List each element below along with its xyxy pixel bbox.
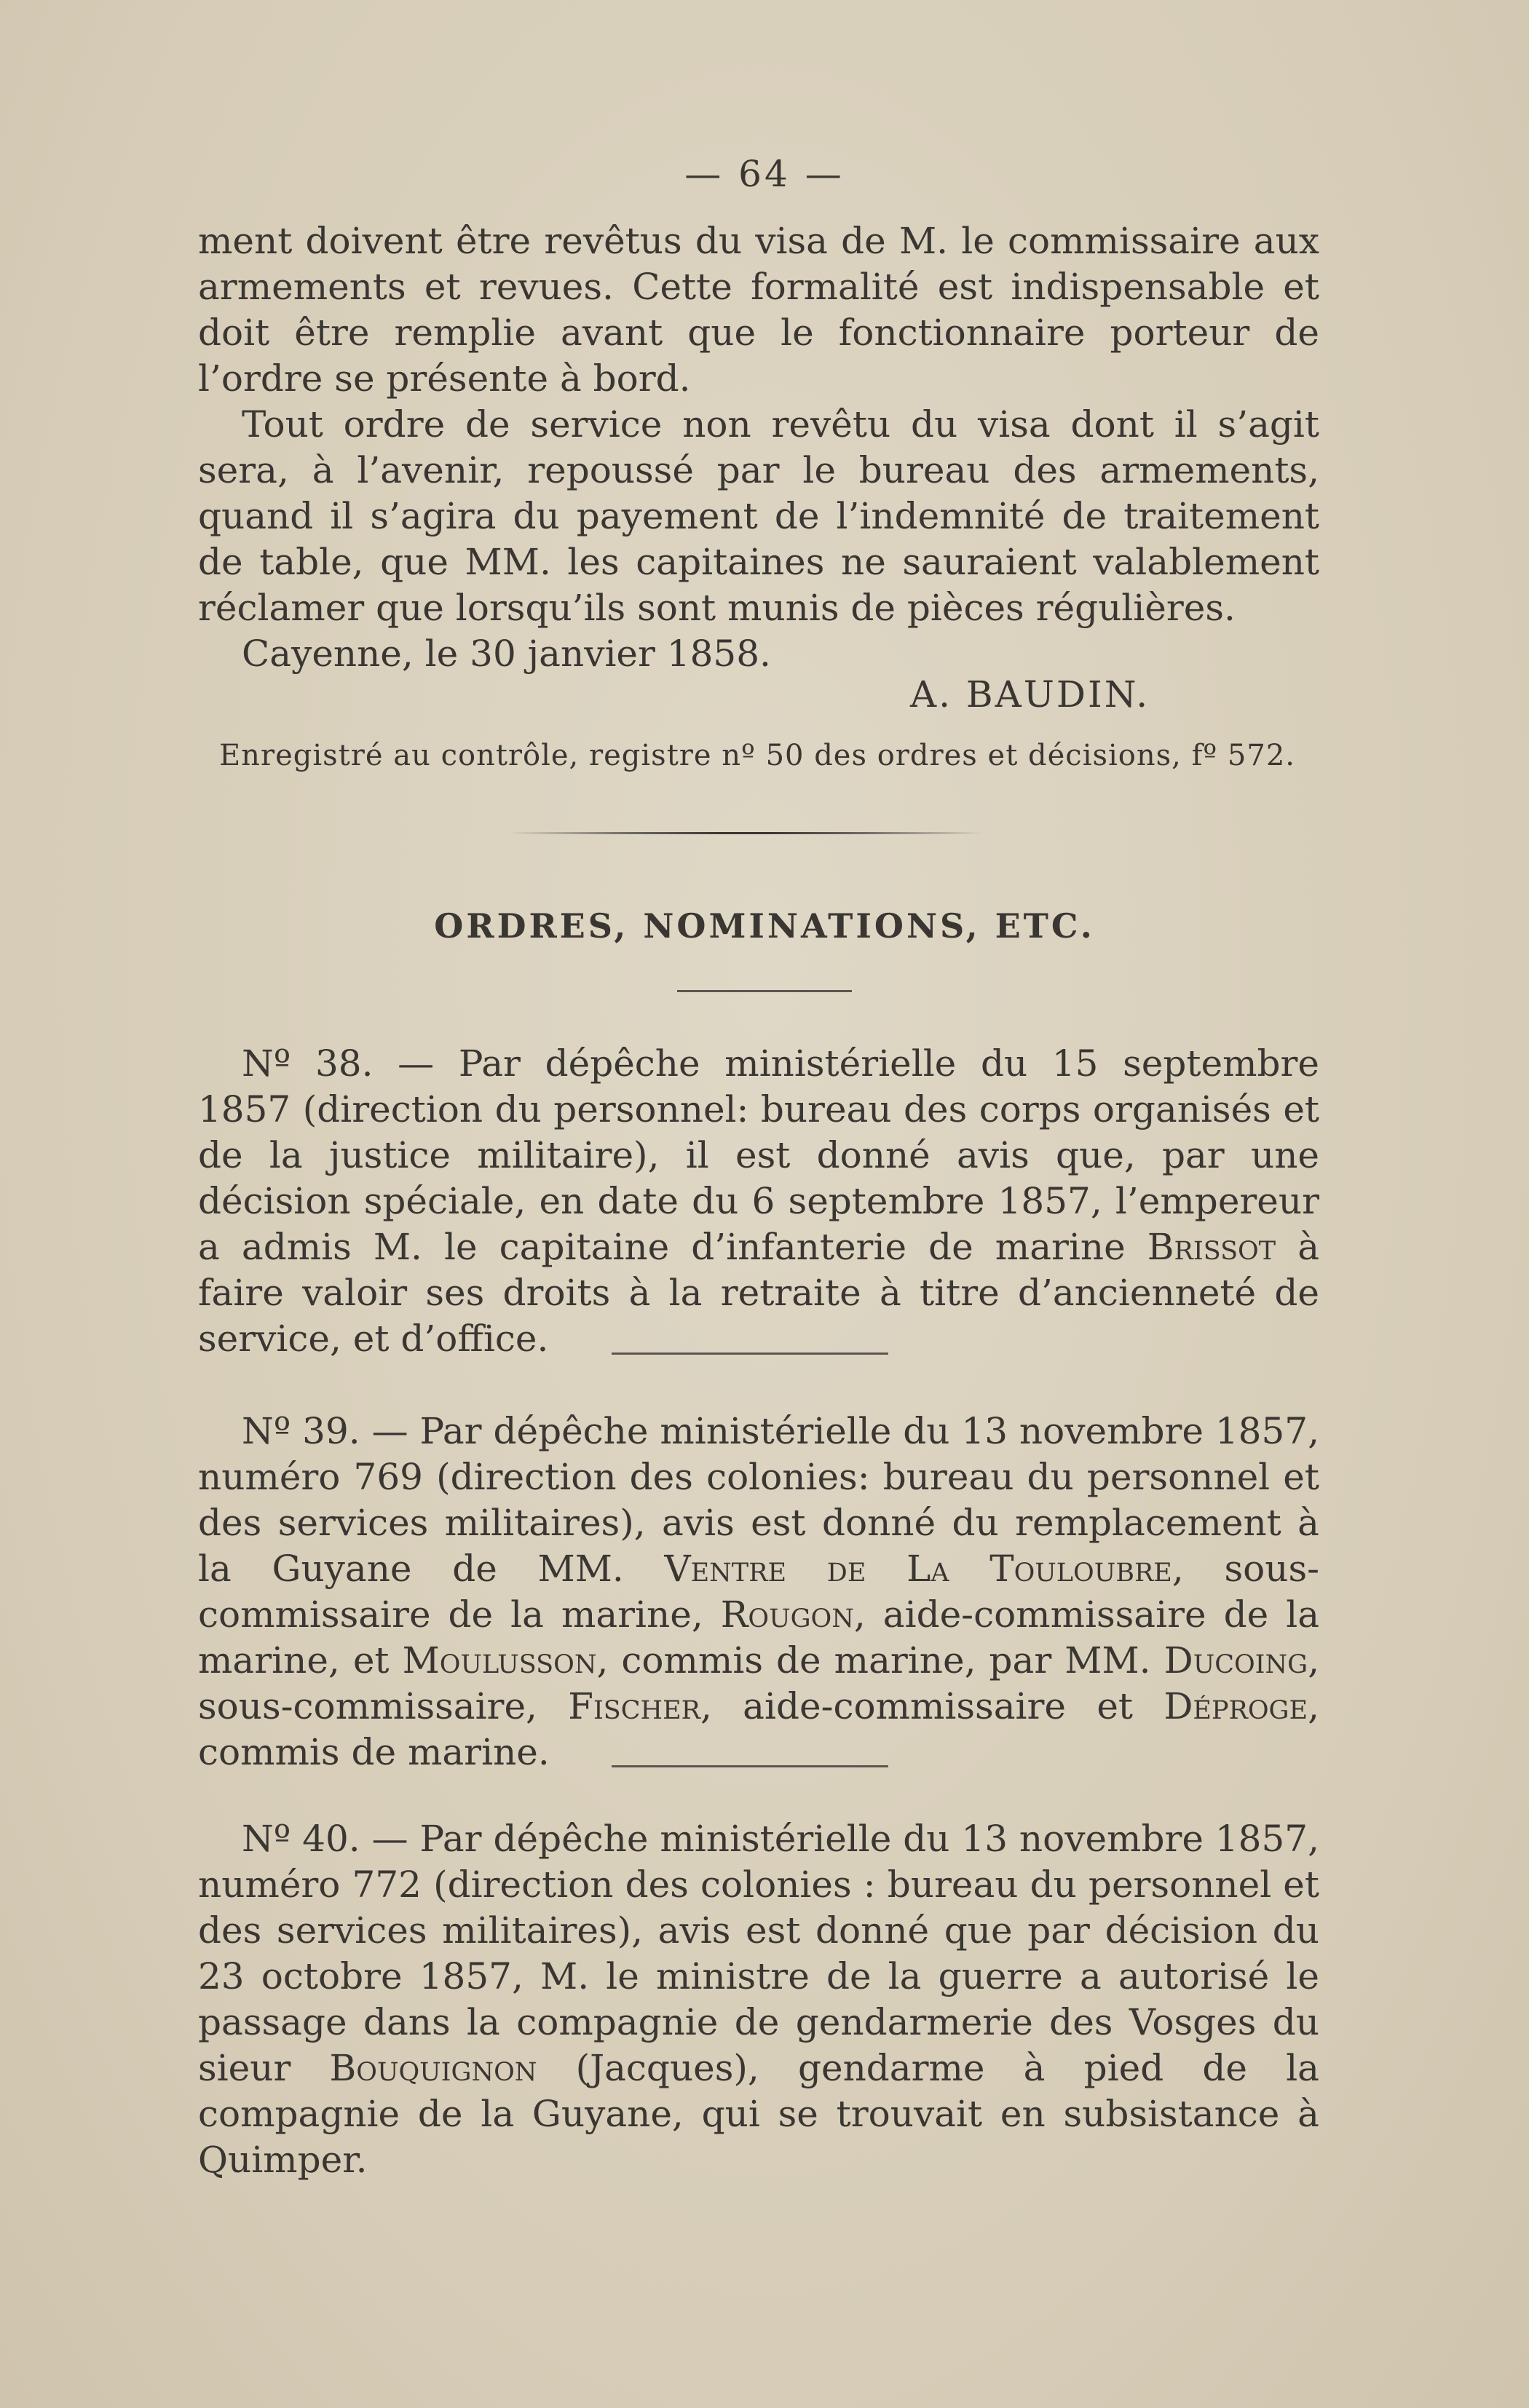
registration-note: Enregistré au contrôle, registre nº 50 des ordres et décisions, fº 572. <box>218 739 1295 772</box>
page-number: — 64 — <box>684 153 845 195</box>
person-name: Rougon <box>720 1593 854 1636</box>
entry-40 <box>198 1816 1319 2183</box>
person-name: Ducoing <box>1163 1639 1308 1682</box>
entry-39 <box>198 1409 1319 1775</box>
person-name: Déproge <box>1163 1685 1308 1727</box>
entry-38-text: Nº 38. — Par dépêche ministérielle du 15 septembre 1857 (direction du personnel: bureau des corps organisés et de la justice militaire), il est donné avis que, par une décision spéciale, en date du 6 septembre 1857, l’empereur a admis M. le capitaine d’infanterie de marine Brissot à faire valoir ses droits à la retraite à titre d’ancienneté de service, et d’office. <box>198 1042 1319 1360</box>
entry-separator <box>612 1352 888 1355</box>
continuation-text <box>198 218 1319 677</box>
person-name: Bouquignon <box>329 2047 537 2089</box>
person-name: Moulusson <box>402 1639 597 1682</box>
person-name: Brissot <box>1147 1226 1276 1268</box>
person-name: Ventre de La Touloubre <box>664 1548 1172 1590</box>
section-divider <box>510 832 983 834</box>
paragraph-service-order: Tout ordre de service non revêtu du visa dont il s’agit sera, à l’avenir, repoussé par le bureau des armements, quand il s’agira du payement de l’indemnité de traitement de table, que MM. les capitaines ne sauraient valablement réclamer que lorsqu’ils sont munis de pièces régulières. <box>198 403 1319 629</box>
entry-separator <box>612 1765 888 1767</box>
entry-40-text: Nº 40. — Par dépêche ministérielle du 13 novembre 1857, numéro 772 (direction des colonies : bureau du personnel et des services militaires), avis est donné que par décision du 23 octobre 1857, M. le ministre de la guerre a autorisé le passage dans la compagnie de gendarmerie des Vosges du sieur Bouquignon (Jacques), gendarme à pied de la compagnie de la Guyane, qui se trouvait en subsistance à Quimper. <box>198 1818 1319 2181</box>
section-title: ORDRES, NOMINATIONS, ETC. <box>434 906 1095 946</box>
date-line: Cayenne, le 30 janvier 1858. <box>242 633 771 675</box>
title-rule <box>677 990 852 992</box>
person-name: Fischer <box>568 1685 700 1727</box>
signature: A. BAUDIN. <box>910 673 1150 716</box>
entry-39-text: Nº 39. — Par dépêche ministérielle du 13 novembre 1857, numéro 769 (direction des colonies: bureau du personnel et des services militaires), avis est donné du remplacement à la Guyane de MM. Ventre de La Touloubre, sous-commissaire de la marine, Rougon, aide-commissaire de la marine, et Moulusson, commis de marine, par MM. Ducoing, sous-commissaire, Fischer, aide-commissaire et Déproge, commis de marine. <box>198 1410 1319 1773</box>
entry-38 <box>198 1041 1319 1362</box>
paragraph-visa-formality: ment doivent être revêtus du visa de M. le commissaire aux armements et revues. Cette formalité est indispensable et doit être remplie avant que le fonctionnaire porteur de l’ordre se présente à bord. <box>198 220 1319 400</box>
